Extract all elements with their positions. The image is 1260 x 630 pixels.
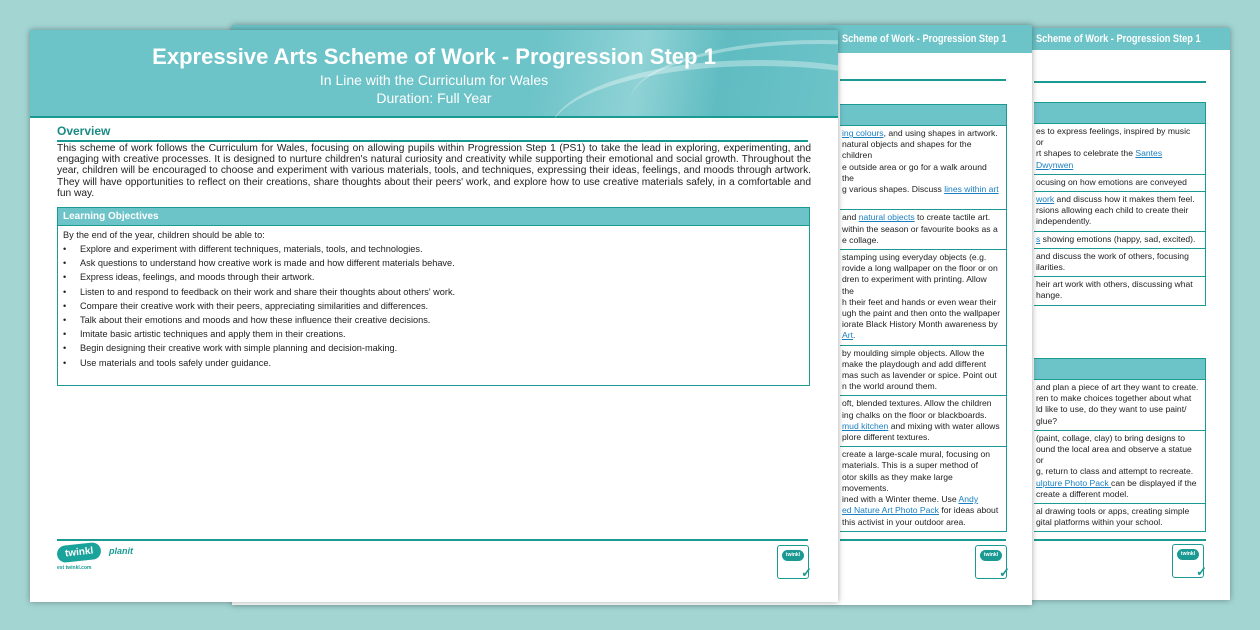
row-text-line: rt shapes to celebrate the Santes Dwynwen	[1036, 148, 1163, 170]
table-row	[1034, 380, 1205, 430]
badge-logo: twinkl	[980, 550, 1002, 561]
objective-item: • Compare their creative work with their peers, appreciating similarities and differences.	[80, 299, 809, 313]
resource-link[interactable]: ulpture Photo Pack	[1036, 477, 1112, 488]
row-text-line: ld like to use, do they want to use paint/	[1036, 404, 1187, 415]
row-text-line: s showing emotions (happy, sad, excited).	[1036, 233, 1196, 244]
resource-link[interactable]: Art	[842, 330, 853, 341]
page-header	[30, 30, 838, 118]
check-icon: ✓	[999, 565, 1010, 580]
row-text-line: es to express feelings, inspired by music or	[1036, 126, 1191, 148]
row-text-line: g various shapes. Discuss lines within art	[842, 184, 999, 195]
row-text-line: ed Nature Art Photo Pack for ideas about	[842, 505, 999, 516]
row-text-line: hange.	[1036, 290, 1063, 301]
divider	[840, 79, 1006, 81]
resource-link[interactable]: ing colours	[842, 128, 884, 138]
row-text-line: work and discuss how it makes them feel.	[1036, 194, 1195, 205]
row-text-line: make the playdough and add different	[842, 358, 987, 369]
row-text-line: rsions allowing each child to create their	[1036, 205, 1189, 216]
row-text-line: ing colours, and using shapes in artwork.	[842, 128, 998, 138]
document-page-1	[30, 30, 838, 602]
quality-badge	[777, 545, 812, 580]
row-text-line: natural objects and shapes for the children	[842, 139, 972, 161]
page-title: Expressive Arts Scheme of Work - Progression Step 1	[152, 44, 716, 69]
objective-item: • Begin designing their creative work with simple planning and decision-making.	[80, 341, 809, 355]
divider	[1034, 81, 1206, 83]
objectives-intro: By the end of the year, children should be able to:	[63, 230, 265, 241]
row-text-line: n the world around them.	[842, 381, 938, 392]
row-text-line: h their feet and hands or even wear their	[842, 296, 997, 307]
row-text-line: rovide a long wallpaper on the floor or on	[842, 263, 998, 274]
duration-label: Duration: Full Year	[376, 90, 492, 106]
table-row	[840, 126, 1006, 209]
table-row	[840, 395, 1006, 446]
row-text-line: and plan a piece of art they want to create.	[1036, 382, 1199, 392]
row-text-line: materials. This is a super method of	[842, 460, 978, 471]
objective-item: • Explore and experiment with different techniques, materials, tools, and technologies.	[80, 242, 809, 256]
objective-item: • Ask questions to understand how creative work is made and how different materials behave.	[80, 256, 809, 270]
row-text-line: gital platforms within your school.	[1036, 517, 1163, 528]
row-text-line: create a large-scale mural, focusing on	[842, 449, 991, 460]
row-text-line	[842, 195, 1001, 206]
footer-divider	[57, 539, 808, 541]
row-text-line: Art.	[842, 330, 856, 341]
table-row	[1034, 248, 1205, 276]
resource-link[interactable]: Santes Dwynwen	[1036, 148, 1163, 170]
twinkl-planit-logo	[57, 542, 133, 571]
activity-table-2	[1034, 358, 1206, 532]
learning-objectives-heading: Learning Objectives	[58, 208, 809, 226]
table-row	[1034, 191, 1205, 231]
table-row	[1034, 430, 1205, 503]
row-text-line: ren to make choices together about what	[1036, 393, 1192, 404]
table-row	[1034, 276, 1205, 304]
resource-link[interactable]: mud kitchen	[842, 420, 889, 431]
quality-badge	[1172, 544, 1207, 579]
table-row	[840, 446, 1006, 530]
objective-item: • Express ideas, feelings, and moods through their artwork.	[80, 270, 809, 284]
objective-item: • Imitate basic artistic techniques and apply them in their creations.	[80, 327, 809, 341]
table-header	[840, 105, 1006, 126]
twinkl-logo: twinkl	[56, 542, 102, 564]
objective-item: • Talk about their emotions and moods and how these influence their creative decisions.	[80, 313, 809, 327]
row-text-line: ulpture Photo Pack can be displayed if the	[1036, 477, 1197, 488]
content-flow	[57, 143, 811, 386]
resource-link[interactable]: Andy	[958, 494, 979, 505]
resource-link[interactable]: s	[1036, 233, 1041, 244]
row-text-line: plore different textures.	[842, 432, 930, 443]
row-text-line: mud kitchen and mixing with water allows	[842, 420, 1000, 431]
table-header	[1034, 103, 1205, 124]
objective-item: • Use materials and tools safely under guidance.	[80, 356, 809, 370]
resource-link[interactable]: ed Nature Art Photo Pack	[842, 505, 939, 516]
page-title: Scheme of Work - Progression Step 1	[842, 33, 1007, 45]
row-text-line: ined with a Winter theme. Use Andy	[842, 494, 979, 505]
row-text-line: by moulding simple objects. Allow the	[842, 347, 985, 358]
table-row	[1034, 503, 1205, 531]
badge-logo: twinkl	[782, 550, 804, 561]
row-text-line: oft, blended textures. Allow the children	[842, 398, 992, 409]
row-text-line: otor skills as they make large movements.	[842, 471, 953, 493]
divider	[57, 140, 808, 142]
row-text-line: ing chalks on the floor or blackboards.	[842, 409, 987, 420]
table-header	[1034, 359, 1205, 380]
table-row	[840, 209, 1006, 249]
resource-link[interactable]: lines within art	[944, 184, 999, 195]
row-text-line: ocusing on how emotions are conveyed	[1036, 176, 1187, 187]
row-text-line: g, return to class and attempt to recreate.	[1036, 466, 1194, 477]
table-row	[840, 249, 1006, 345]
row-text-line: glue?	[1036, 415, 1058, 426]
row-text-line: iorate Black History Month awareness by	[842, 319, 998, 330]
footer-divider	[1034, 539, 1206, 541]
row-text-line: heir art work with others, discussing what	[1036, 279, 1193, 290]
quality-badge	[975, 545, 1010, 580]
page-subtitle: In Line with the Curriculum for Wales	[319, 72, 549, 88]
objective-item: • Listen to and respond to feedback on their work and share their thoughts about others' work.	[80, 285, 809, 299]
overview-heading: Overview	[57, 124, 111, 138]
row-text-line: stamping using everyday objects (e.g.	[842, 252, 987, 263]
logo-tagline: est twinkl.com	[57, 565, 92, 571]
row-text-line: e collage.	[842, 234, 879, 245]
row-text-line: independently.	[1036, 216, 1092, 227]
overview-text: This scheme of work follows the Curriculum for Wales, focusing on allowing pupils within Progression Step 1 (PS1) to take the lead in exploring, experimenting, and engaging with creative processes. It is designed to nurture children's natural curiosity and creativity while supporting their emotional and social growth. Throughout the year, children will be encouraged to choose and experiment with various materials, tools, and techniques, expressing their ideas, feelings, and moods through artwork. They will have opportunities to reflect on their creations, share thoughts about their peers' work, and explore how to use creative materials safely, in a comfortable and fun way.	[57, 143, 811, 199]
row-text-line: e outside area or go for a walk around the	[842, 161, 987, 183]
row-text-line: ugh the paint and then onto the wallpaper	[842, 308, 1001, 319]
footer-divider	[840, 539, 1006, 541]
page-title: Scheme of Work - Progression Step 1	[1036, 33, 1201, 45]
row-text-line: (paint, collage, clay) to bring designs to	[1036, 432, 1186, 443]
row-text-line: and discuss the work of others, focusing	[1036, 250, 1189, 261]
check-icon: ✓	[1196, 564, 1207, 579]
badge-logo: twinkl	[1177, 549, 1199, 560]
row-text-line: within the season or favourite books as a	[842, 223, 998, 234]
row-text-line: and natural objects to create tactile art.	[842, 212, 991, 223]
resource-link[interactable]: natural objects	[858, 212, 915, 223]
resource-link[interactable]: work	[1036, 194, 1055, 205]
table-row	[1034, 124, 1205, 174]
row-text-line: al drawing tools or apps, creating simple	[1036, 506, 1190, 517]
check-icon: ✓	[801, 565, 812, 580]
activity-table	[840, 104, 1007, 532]
table-row	[1034, 231, 1205, 248]
row-text-line: ilarities.	[1036, 262, 1066, 273]
objectives-list	[58, 242, 809, 370]
row-text-line: dren to experiment with printing. Allow the	[842, 274, 987, 296]
learning-objectives-box	[57, 207, 810, 386]
row-text-line: create a different model.	[1036, 488, 1129, 499]
row-text-line: mas such as lavender or spice. Point out	[842, 370, 997, 381]
table-row	[840, 345, 1006, 396]
planit-logo: planit	[109, 546, 133, 556]
table-row	[1034, 174, 1205, 191]
activity-table	[1034, 102, 1206, 306]
row-text-line: this activist in your outdoor area.	[842, 516, 966, 527]
row-text-line: ound the local area and observe a statue or	[1036, 444, 1192, 466]
